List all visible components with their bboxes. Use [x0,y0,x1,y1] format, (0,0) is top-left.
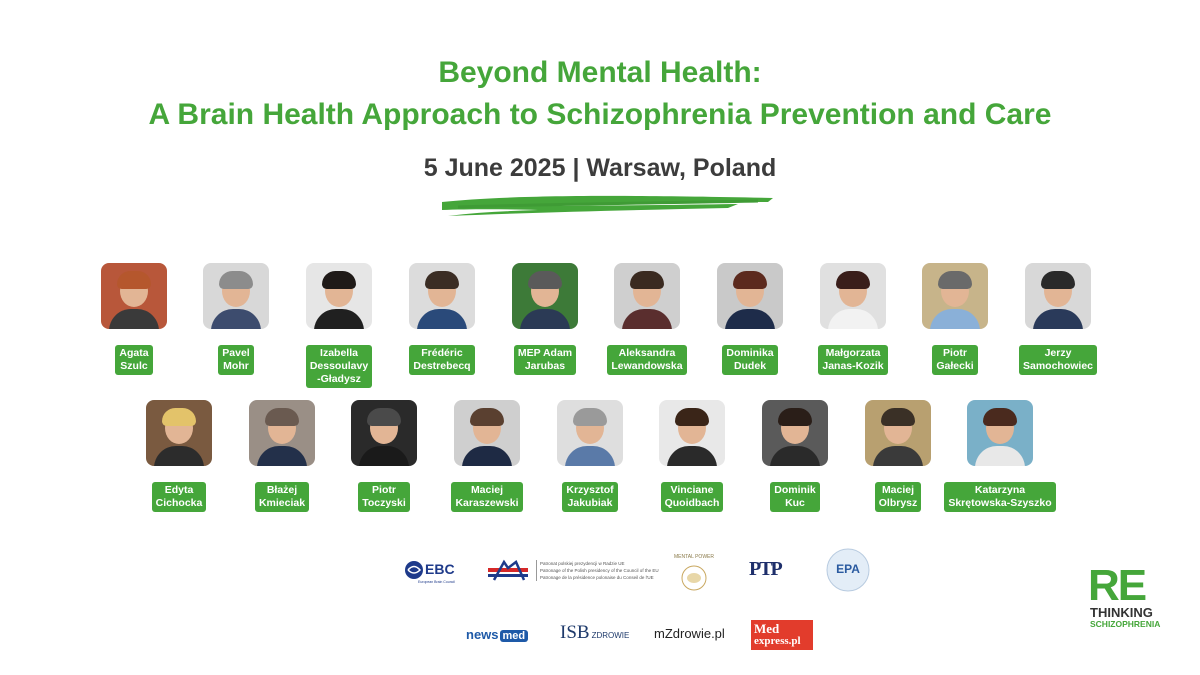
speaker-card [935,400,1065,512]
newsmed-logo [466,626,528,644]
speaker-name [255,482,309,512]
speaker-photo [967,400,1033,466]
speaker-photo [717,263,783,329]
speaker-photo [820,263,886,329]
speaker-name-line: Cichocka [155,497,203,509]
speaker-name-line: Gałecki [936,360,974,372]
mental-power-emblem-icon [678,564,710,592]
speaker-name-line: Szulc [120,360,148,372]
speaker-name-line: MEP Adam [517,347,573,359]
speaker-name [932,345,977,375]
speaker-name [562,482,617,512]
speaker-name [818,345,887,375]
speaker-name-line: Kmieciak [258,497,306,509]
speaker-photo [557,400,623,466]
speaker-name-line: Dudek [733,360,767,372]
epa-logo [826,548,870,592]
speaker-name [115,345,152,375]
event-date-location: 5 June 2025 | Warsaw, Poland [423,154,777,182]
speaker-photo [1025,263,1091,329]
speaker-name [306,345,372,388]
speaker-name-line: Kuc [785,497,805,509]
speaker-name-line: Izabella [320,347,358,359]
medexpress-logo [751,620,813,650]
speaker-name-line: Małgorzata [825,347,881,359]
rethinking-schizophrenia-logo [1088,561,1168,629]
speaker-photo [512,263,578,329]
medexpress-text-a: Med [754,621,780,636]
speaker-photo [351,400,417,466]
speaker-name [409,345,474,375]
speaker-photo [614,263,680,329]
rethinking-thinking: THINKING [1090,605,1153,620]
speaker-name-line: Edyta [164,484,194,496]
speaker-name [218,345,253,375]
speaker-name [770,482,819,512]
speaker-name-line: Janas-Kozik [822,360,884,372]
mzdrowie-logo: mZdrowie.pl [654,626,725,641]
isb-zdrowie-logo [560,622,629,644]
speaker-name-line: Maciej [881,484,915,496]
speaker-photo [146,400,212,466]
isb-text: ISB [560,622,590,643]
epa-text: EPA [836,562,860,576]
speaker-name-line: Jakubiak [567,497,613,509]
ptp-text: PTP [749,558,781,580]
speaker-photo [762,400,828,466]
speaker-name-line: Karaszewski [455,497,519,509]
speaker-name-line: -Gładysz [317,373,361,385]
speaker-name [514,345,576,375]
mental-power-text: MENTAL POWER [673,554,714,560]
title-line-2: A Brain Health Approach to Schizophrenia Prevention and Care [148,98,1052,131]
speaker-name-line: Skrętowska-Szyszko [948,497,1052,509]
speaker-name [944,482,1055,512]
ptp-logo [749,558,791,584]
presidency-emblem-icon [486,558,532,584]
speaker-name-line: Lewandowska [611,360,683,372]
rethinking-schizophrenia: SCHIZOPHRENIA [1090,619,1161,629]
speaker-name-line: Jarubas [524,360,566,372]
speaker-name [661,482,724,512]
speaker-name-line: Quoidbach [664,497,720,509]
speaker-name-line: Destrebecq [413,360,471,372]
speaker-name [152,482,207,512]
polish-presidency-logo [486,558,661,588]
ebc-text: EBC [425,561,455,577]
speaker-photo [249,400,315,466]
speaker-name-line: Agata [119,347,149,359]
speaker-name-line: Toczyski [362,497,406,509]
speaker-name-line: Piotr [372,484,396,496]
speaker-photo [659,400,725,466]
speaker-name-line: Olbrysz [878,497,918,509]
presidency-text-pl: Patronat polskiej prezydencji w Radzie UE [540,561,625,566]
speaker-name [875,482,922,512]
speaker-name-line: Katarzyna [974,484,1026,496]
speaker-name [451,482,522,512]
speaker-photo [409,263,475,329]
speaker-photo [101,263,167,329]
speaker-name-line: Frédéric [421,347,463,359]
speaker-name-line: Vinciane [670,484,714,496]
speaker-name-line: Piotr [943,347,967,359]
mental-power-logo [672,554,716,596]
speaker-name-line: Dominik [774,484,816,496]
isb-zdrowie-text: ZDROWIE [591,631,630,640]
speaker-name-line: Dessoulavy [309,360,369,372]
speaker-name-line: Krzysztof [566,484,614,496]
speaker-name-line: Aleksandra [618,347,676,359]
speaker-name [722,345,777,375]
presidency-text-en: Patronage of the Polish presidency of the Council of the EU [540,568,659,573]
speaker-photo [203,263,269,329]
speaker-card [993,263,1123,375]
speaker-name-line: Dominika [726,347,774,359]
speaker-name [607,345,686,375]
speaker-photo [306,263,372,329]
speaker-photo [454,400,520,466]
brush-stroke-divider [438,192,778,222]
speaker-photo [922,263,988,329]
title-line-1: Beyond Mental Health: [438,56,762,89]
speaker-name-line: Samochowiec [1022,360,1094,372]
speaker-name-line: Błażej [266,484,298,496]
newsmed-text-a: news [466,627,499,642]
newsmed-text-b: med [500,630,529,642]
presidency-text-fr: Patronage de la présidence polonaise du Conseil de l'UE [540,575,654,580]
rethinking-re: RE [1088,561,1146,610]
ebc-subtitle: European Brain Council [418,580,455,584]
speaker-photo [865,400,931,466]
ebc-logo [404,558,458,588]
speaker-name-line: Maciej [470,484,504,496]
speaker-name [1019,345,1097,375]
medexpress-text-b: express.pl [754,635,801,647]
speaker-name-line: Mohr [223,360,249,372]
speaker-name-line: Jerzy [1044,347,1072,359]
brain-icon [404,560,424,580]
speaker-name-line: Pavel [222,347,250,359]
speaker-name [358,482,410,512]
